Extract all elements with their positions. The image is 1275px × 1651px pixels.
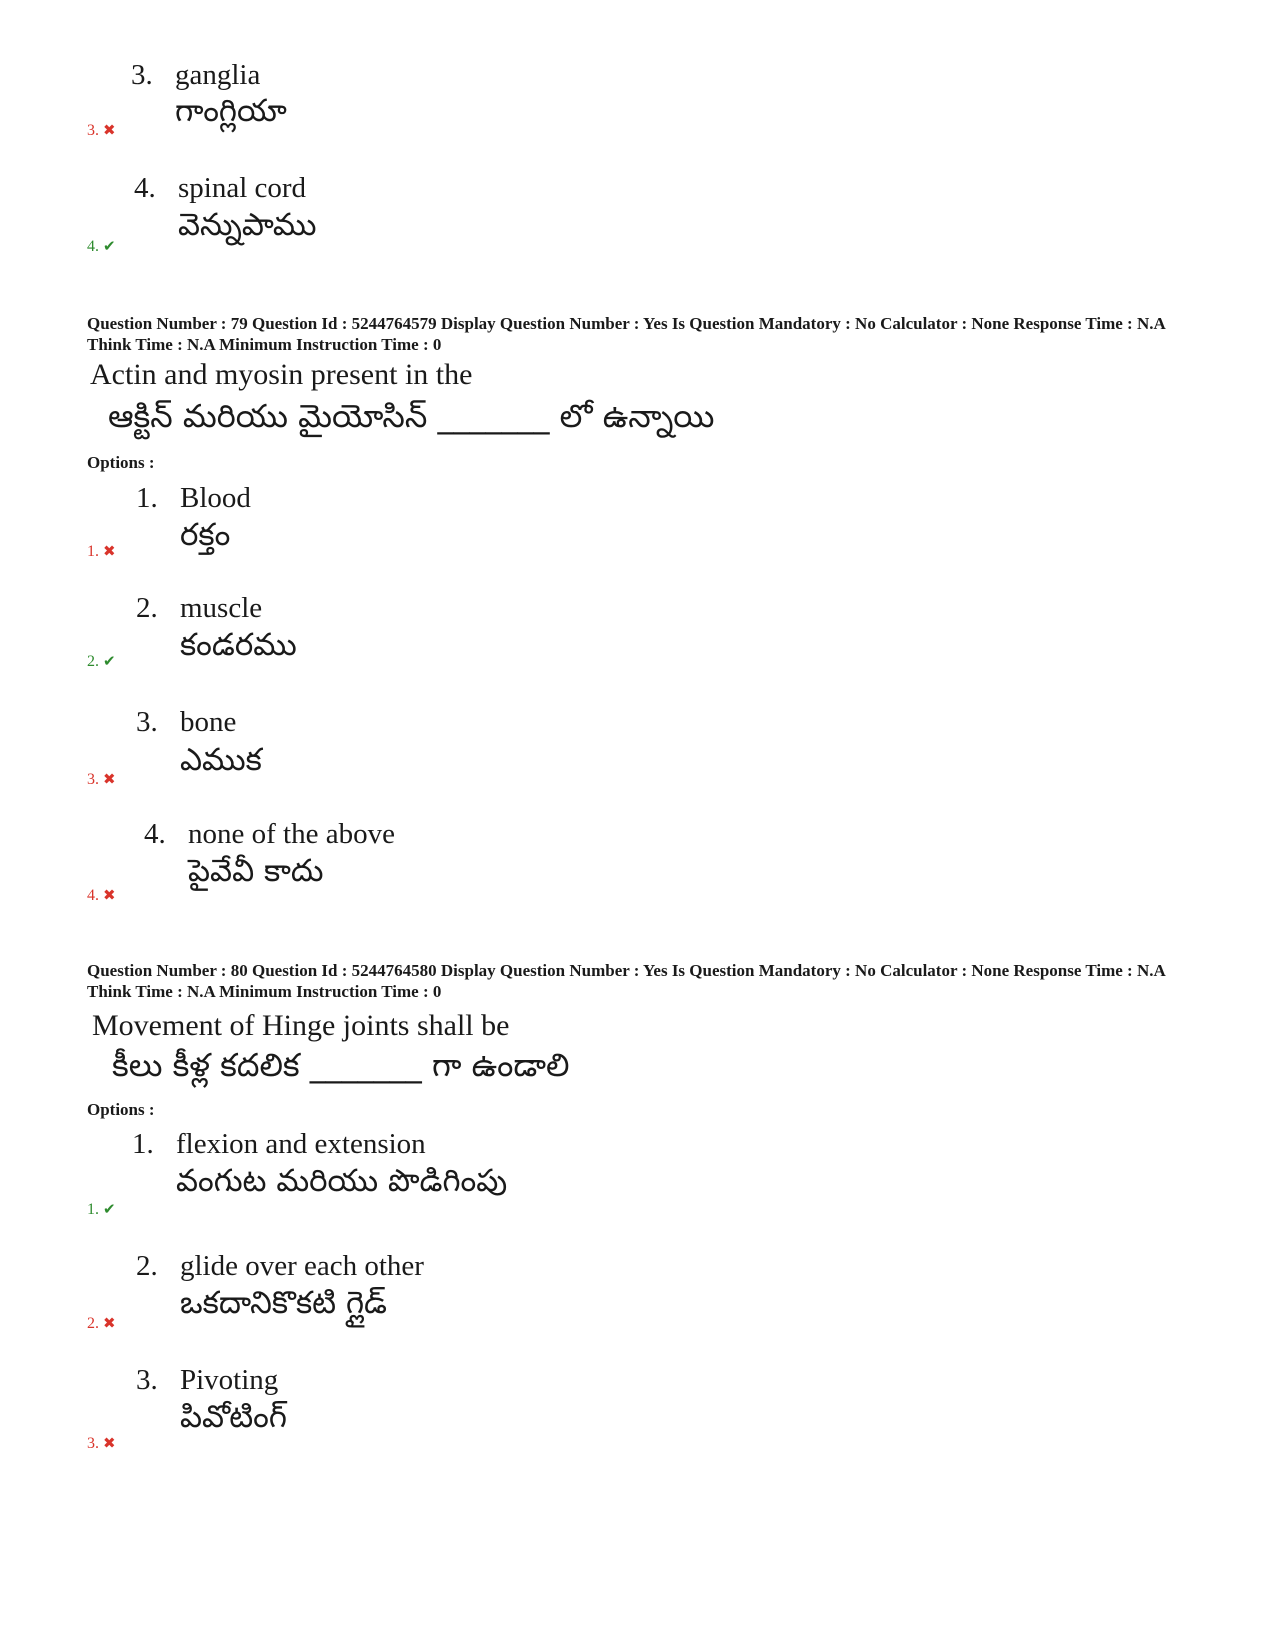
option-text-te: ఒకదానికొకటి గ్లైడ్: [180, 1285, 387, 1321]
option-text-en: bone: [180, 706, 237, 738]
cross-icon: ✖: [103, 1434, 116, 1452]
cross-icon: ✖: [103, 886, 116, 904]
option-number: 2.: [136, 1250, 158, 1282]
option-text-te: ఎముక: [180, 742, 262, 778]
option-text-en: ganglia: [175, 59, 261, 91]
option-number: 3.: [136, 1364, 158, 1396]
option-text-te: వెన్నుపాము: [178, 207, 317, 243]
option-number: 2.: [136, 592, 158, 624]
check-icon: ✔: [103, 652, 116, 670]
check-icon: ✔: [103, 1200, 116, 1218]
answer-mark: 4. ✔: [87, 237, 116, 255]
answer-mark: 3. ✖: [87, 121, 116, 139]
option-text-te: కండరము: [180, 627, 297, 663]
question-text-en: Actin and myosin present in the: [90, 358, 473, 391]
answer-mark: 2. ✔: [87, 652, 116, 670]
options-label: Options :: [87, 453, 155, 472]
options-label: Options :: [87, 1100, 155, 1119]
cross-icon: ✖: [103, 770, 116, 788]
option-number: 4.: [134, 172, 156, 204]
option-number: 3.: [131, 59, 153, 91]
option-text-en: Pivoting: [180, 1364, 279, 1396]
option-text-en: muscle: [180, 592, 263, 624]
answer-mark: 2. ✖: [87, 1314, 116, 1332]
cross-icon: ✖: [103, 1314, 116, 1332]
option-text-en: Blood: [180, 482, 251, 514]
option-text-te: గాంగ్లియా: [175, 93, 287, 129]
option-text-en: none of the above: [188, 818, 395, 850]
cross-icon: ✖: [103, 121, 116, 139]
option-text-en: flexion and extension: [176, 1128, 426, 1160]
question-meta: Question Number : 79 Question Id : 5244764579 Display Question Number : Yes Is Question Mandatory : No Calculator : None Response Time : N.A Think Time : N.A Minimum Instruction Time : 0: [87, 314, 1165, 354]
cross-icon: ✖: [103, 542, 116, 560]
option-text-te: రక్తం: [180, 517, 231, 553]
answer-mark: 4. ✖: [87, 886, 116, 904]
option-number: 4.: [144, 818, 166, 850]
option-number: 1.: [136, 482, 158, 514]
question-text-te: ఆక్టిన్ మరియు మైయోసిన్ _______ లో ఉన్నాయి: [108, 397, 715, 435]
answer-mark: 1. ✖: [87, 542, 116, 560]
option-text-te: పివోటింగ్: [180, 1399, 287, 1435]
answer-mark: 3. ✖: [87, 770, 116, 788]
option-text-en: glide over each other: [180, 1250, 424, 1282]
option-text-te: వంగుట మరియు పొడిగింపు: [176, 1163, 508, 1199]
answer-mark: 3. ✖: [87, 1434, 116, 1452]
option-text-en: spinal cord: [178, 172, 307, 204]
check-icon: ✔: [103, 237, 116, 255]
question-text-en: Movement of Hinge joints shall be: [92, 1009, 510, 1042]
option-number: 1.: [132, 1128, 154, 1160]
answer-mark: 1. ✔: [87, 1200, 116, 1218]
question-text-te: కీలు కీళ్ల కదలిక _______ గా ఉండాలి: [112, 1046, 570, 1084]
question-meta: Question Number : 80 Question Id : 5244764580 Display Question Number : Yes Is Question Mandatory : No Calculator : None Response Time : N.A Think Time : N.A Minimum Instruction Time : 0: [87, 961, 1165, 1001]
option-text-te: పైవేవీ కాదు: [188, 853, 324, 889]
option-number: 3.: [136, 706, 158, 738]
